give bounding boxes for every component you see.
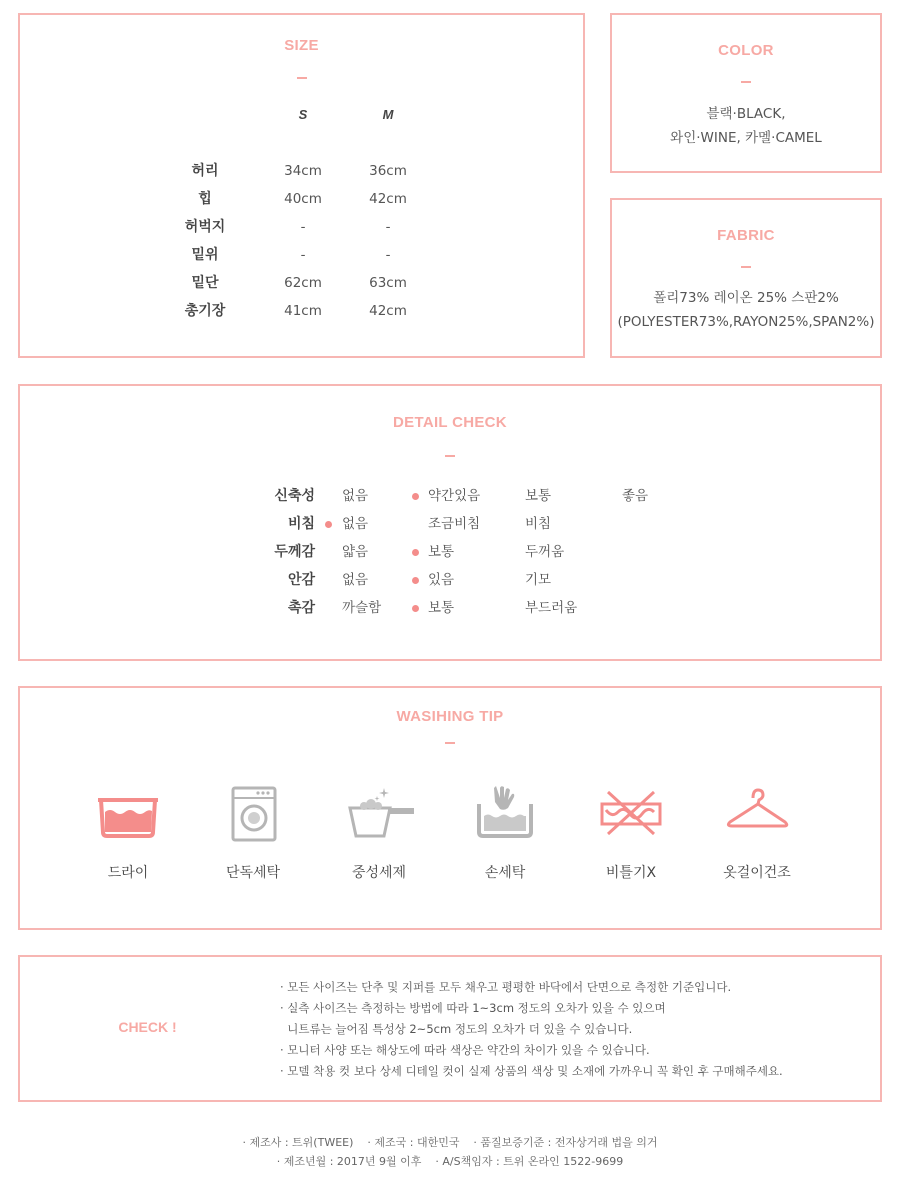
hand-wash-icon bbox=[470, 784, 540, 844]
washing-tip-panel bbox=[18, 686, 882, 930]
size-value-s: 41cm bbox=[284, 303, 322, 319]
detail-check-panel bbox=[18, 384, 882, 661]
detail-option: 까슬함 bbox=[342, 600, 382, 616]
size-header-m: M bbox=[382, 107, 394, 122]
washing-tip-divider bbox=[445, 742, 455, 744]
size-panel bbox=[18, 13, 585, 358]
detail-row-label: 신축성 bbox=[274, 488, 315, 504]
detail-option: 두꺼움 bbox=[525, 544, 565, 560]
wash-item-dry bbox=[68, 784, 188, 894]
detail-row-texture bbox=[20, 594, 880, 622]
detail-option: 보통 bbox=[428, 600, 455, 616]
hanger-icon bbox=[722, 784, 792, 844]
size-value-s: 62cm bbox=[284, 275, 322, 291]
fabric-line-2: (POLYESTER73%,RAYON25%,SPAN2%) bbox=[617, 314, 875, 330]
detail-option: 좋음 bbox=[622, 488, 649, 504]
wash-item-hanger bbox=[697, 784, 817, 894]
detail-option: 없음 bbox=[342, 572, 369, 588]
size-row-label: 허벅지 bbox=[184, 219, 226, 235]
color-panel bbox=[610, 13, 882, 173]
check-note-line: · 모든 사이즈는 단추 및 지퍼를 모두 채우고 평평한 바닥에서 단면으로 측정한 기준입니다. bbox=[280, 980, 732, 994]
selected-dot-icon bbox=[412, 493, 419, 500]
detail-row-label: 안감 bbox=[287, 572, 315, 588]
wash-item-machine bbox=[193, 784, 313, 894]
detail-option: 있음 bbox=[428, 572, 455, 588]
check-notice-panel bbox=[18, 955, 882, 1102]
detail-check-title: DETAIL CHECK bbox=[393, 414, 507, 431]
no-wring-icon bbox=[596, 784, 666, 844]
size-row-label: 밑위 bbox=[191, 247, 219, 263]
detail-option: 보통 bbox=[525, 488, 552, 504]
detail-option: 비침 bbox=[525, 516, 552, 532]
footer-manufacturer-info: · 제조사 : 트위(TWEE) · 제조국 : 대한민국 · 품질보증기준 : 전자상거래 법을 의거 bbox=[242, 1136, 658, 1149]
detail-row-thickness bbox=[20, 538, 880, 566]
fabric-title: FABRIC bbox=[717, 227, 775, 244]
fabric-line-1: 폴리73% 레이온 25% 스판2% bbox=[653, 290, 839, 306]
size-value-m: 42cm bbox=[369, 191, 407, 207]
check-note-line: · 실측 사이즈는 측정하는 방법에 따라 1~3cm 정도의 오차가 있을 수 있으며 bbox=[280, 1001, 666, 1015]
detail-option: 없음 bbox=[342, 488, 369, 504]
detail-option: 부드러움 bbox=[525, 600, 578, 616]
size-value-m: 42cm bbox=[369, 303, 407, 319]
detail-option: 얇음 bbox=[342, 544, 369, 560]
check-title: CHECK ! bbox=[118, 1019, 177, 1035]
detail-row-stretch bbox=[20, 482, 880, 510]
washing-machine-icon bbox=[218, 784, 288, 844]
selected-dot-icon bbox=[412, 549, 419, 556]
detail-option: 약간있음 bbox=[428, 488, 481, 504]
dry-clean-tub-icon bbox=[93, 784, 163, 844]
wash-item-detergent bbox=[319, 784, 439, 894]
wash-label: 중성세제 bbox=[351, 865, 407, 881]
detail-row-label: 두께감 bbox=[274, 544, 315, 560]
detail-row-label: 촉감 bbox=[287, 600, 315, 616]
detail-option: 보통 bbox=[428, 544, 455, 560]
size-header-s: S bbox=[298, 107, 308, 122]
size-row bbox=[20, 269, 620, 297]
wash-label: 드라이 bbox=[107, 865, 149, 881]
size-value-s: 40cm bbox=[284, 191, 322, 207]
fabric-panel bbox=[610, 198, 882, 358]
size-row bbox=[20, 185, 620, 213]
color-line-1: 블랙·BLACK, bbox=[706, 106, 786, 122]
detail-option: 기모 bbox=[525, 572, 552, 588]
color-title-divider bbox=[741, 81, 751, 83]
size-row bbox=[20, 241, 620, 269]
footer-date-info: · 제조년월 : 2017년 9월 이후 · A/S책임자 : 트위 온라인 1522-9699 bbox=[276, 1155, 624, 1168]
washing-tip-title: WASIHING TIP bbox=[396, 708, 504, 725]
size-value-s: - bbox=[300, 219, 306, 235]
size-value-m: 36cm bbox=[369, 163, 407, 179]
selected-dot-icon bbox=[412, 605, 419, 612]
size-value-m: - bbox=[385, 219, 391, 235]
detail-option: 없음 bbox=[342, 516, 369, 532]
check-note-line: · 모니터 사양 또는 해상도에 따라 색상은 약간의 차이가 있을 수 있습니다. bbox=[280, 1043, 650, 1057]
size-title: SIZE bbox=[284, 37, 319, 54]
size-row-label: 총기장 bbox=[184, 303, 226, 319]
size-value-s: - bbox=[300, 247, 306, 263]
size-value-m: - bbox=[385, 247, 391, 263]
wash-item-handwash bbox=[445, 784, 565, 894]
size-row bbox=[20, 213, 620, 241]
color-title: COLOR bbox=[718, 42, 774, 59]
detail-option: 조금비침 bbox=[428, 516, 481, 532]
size-value-m: 63cm bbox=[369, 275, 407, 291]
detail-row-sheer bbox=[20, 510, 880, 538]
color-line-2: 와인·WINE, 카멜·CAMEL bbox=[670, 130, 822, 146]
detail-row-label: 비침 bbox=[287, 516, 315, 532]
size-row bbox=[20, 157, 620, 185]
detail-row-lining bbox=[20, 566, 880, 594]
detail-check-divider bbox=[445, 455, 455, 457]
wash-label: 비틀기X bbox=[605, 865, 657, 881]
size-row-label: 밑단 bbox=[191, 275, 219, 291]
selected-dot-icon bbox=[412, 577, 419, 584]
fabric-title-divider bbox=[741, 266, 751, 268]
wash-item-no-wring bbox=[571, 784, 691, 894]
check-note-line: 니트류는 늘어짐 특성상 2~5cm 정도의 오차가 더 있을 수 있습니다. bbox=[280, 1022, 633, 1036]
size-row bbox=[20, 297, 620, 325]
check-note-line: · 모델 착용 컷 보다 상세 디테일 컷이 실제 상품의 색상 및 소재에 가까우니 꼭 확인 후 구매해주세요. bbox=[280, 1064, 783, 1078]
size-row-label: 허리 bbox=[191, 163, 219, 179]
detergent-scoop-icon bbox=[344, 784, 414, 844]
size-title-divider bbox=[297, 77, 307, 79]
wash-label: 단독세탁 bbox=[225, 865, 281, 881]
wash-label: 옷걸이건조 bbox=[723, 865, 791, 881]
size-row-label: 힙 bbox=[198, 191, 212, 207]
wash-label: 손세탁 bbox=[484, 865, 526, 881]
selected-dot-icon bbox=[325, 521, 332, 528]
size-value-s: 34cm bbox=[284, 163, 322, 179]
